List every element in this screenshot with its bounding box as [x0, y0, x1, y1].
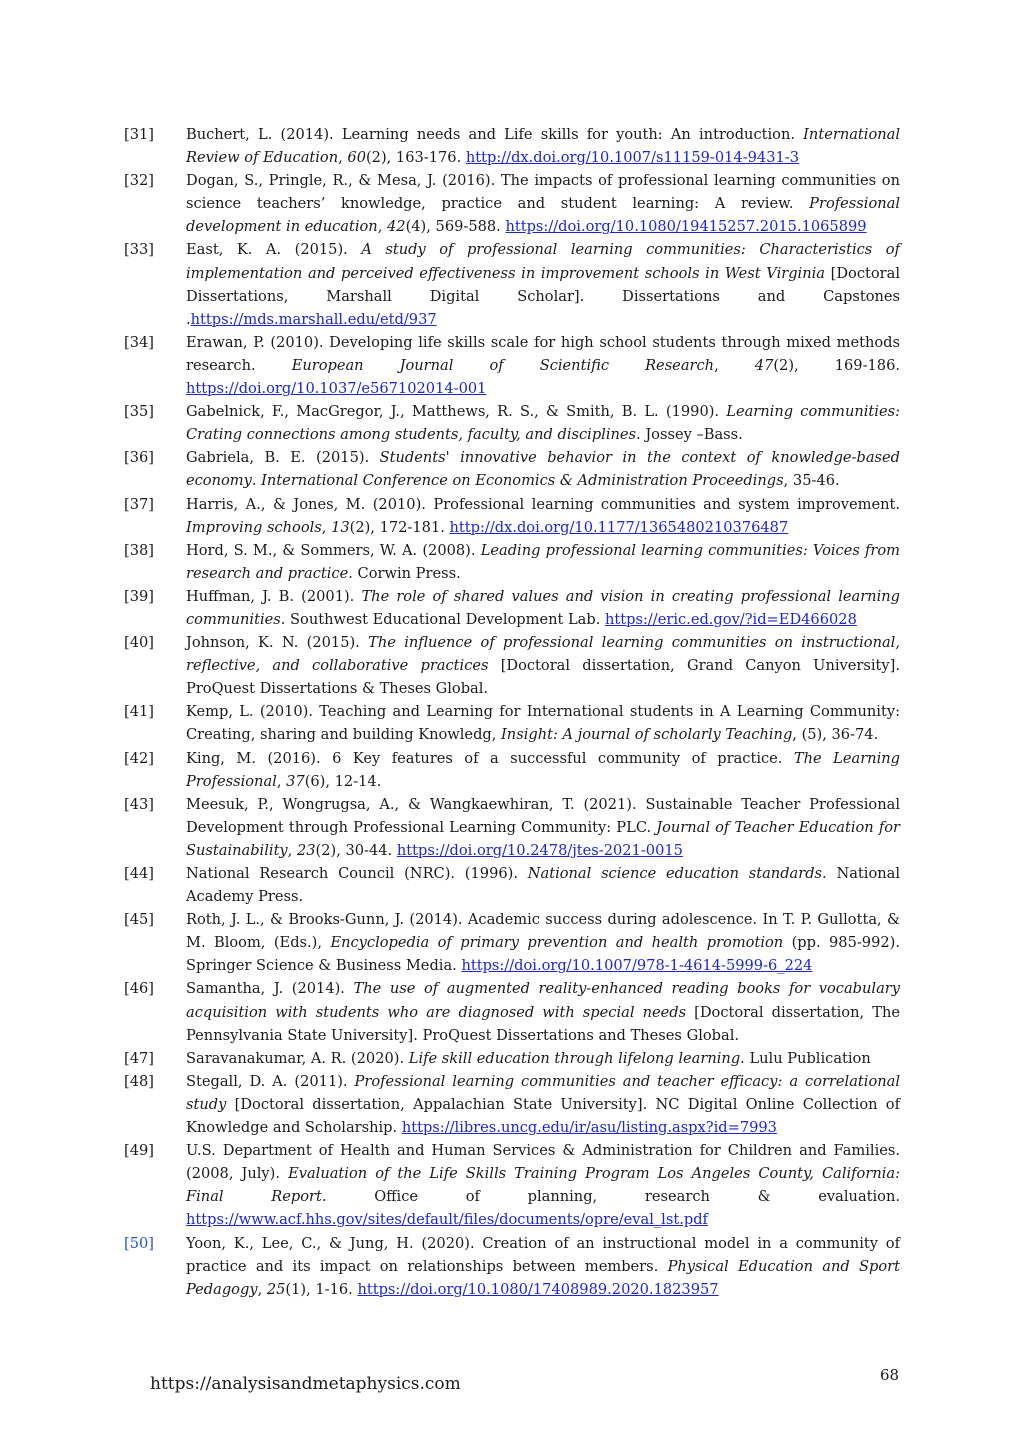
reference-segment: Samantha, J. (2014). [186, 980, 354, 998]
reference-segment: [Doctoral dissertation, Appalachian State University]. NC Digital Online Collection of Knowledge and Scholarship. [186, 1095, 900, 1137]
reference-italic-text: 60 [347, 149, 366, 167]
reference-segment: , 35-46. [783, 472, 840, 490]
reference-entry [124, 977, 900, 1046]
reference-text [186, 1047, 900, 1070]
reference-segment: , [276, 772, 287, 790]
reference-segment: . National Academy Press. [186, 865, 901, 906]
reference-entry [124, 446, 900, 492]
reference-number: [43] [124, 795, 154, 813]
reference-segment: , (5), 36-74. [792, 726, 879, 744]
reference-italic-text: 42 [387, 218, 406, 236]
reference-text [186, 400, 900, 446]
reference-number: [42] [124, 749, 154, 767]
reference-text [186, 793, 900, 862]
reference-italic-text: Life skill education through lifelong learning [408, 1049, 741, 1067]
reference-italic-text: 47 [754, 356, 774, 374]
reference-text [186, 977, 900, 1046]
reference-number: [49] [124, 1142, 154, 1160]
reference-segment: Saravanakumar, A. R. (2020). [186, 1049, 409, 1067]
reference-italic-text: 25 [266, 1280, 286, 1298]
reference-segment: Gabriela, B. E. (2015). [186, 449, 380, 467]
reference-entry [124, 747, 900, 793]
reference-text [186, 1139, 900, 1231]
reference-text [186, 493, 900, 539]
reference-segment: Buchert, L. (2014). Learning needs and Life skills for youth: An introduction. [186, 126, 804, 143]
reference-link[interactable]: https://doi.org/10.2478/jtes-2021-0015 [396, 841, 683, 859]
reference-entry [124, 862, 900, 908]
reference-entry [124, 585, 900, 631]
reference-italic-text: Professional learning communities and teacher efficacy: a correlational study [186, 1072, 901, 1113]
reference-segment: (2), 172-181. [349, 518, 450, 536]
reference-entry [124, 539, 900, 585]
reference-italic-text: National science education standards [527, 865, 823, 882]
reference-segment: [Doctoral dissertation, The Pennsylvania State University]. ProQuest Dissertations and Theses Global. [186, 1003, 900, 1044]
reference-number: [48] [124, 1072, 154, 1090]
reference-link[interactable]: http://dx.doi.org/10.1007/s11159-014-9431-3 [465, 149, 800, 167]
reference-segment: National Research Council (NRC). (1996). [186, 865, 528, 882]
reference-text [186, 169, 900, 238]
reference-entry [124, 331, 900, 400]
reference-link[interactable]: https://doi.org/10.1007/978-1-4614-5999-6_224 [461, 957, 813, 975]
reference-segment: Meesuk, P., Wongrugsa, A., & Wangkaewhiran, T. (2021). Sustainable Teacher Professional Development through Professional Learning Community: PLC. [186, 795, 900, 836]
reference-entry [124, 493, 900, 539]
reference-text [186, 539, 900, 585]
reference-italic-text: A study of professional learning communities: Characteristics of implementation and perceived effectiveness in improvement schools in West Virginia [186, 241, 900, 282]
reference-entry [124, 1047, 900, 1070]
reference-entry [124, 793, 900, 862]
reference-italic-text: Learning communities: Crating connections among students, faculty, and disciplines [186, 403, 900, 444]
reference-segment: Erawan, P. (2010). Developing life skills scale for high school students through mixed methods research. [186, 333, 900, 374]
reference-segment: (2), 163-176. [365, 149, 466, 167]
reference-segment: Harris, A., & Jones, M. (2010). Professional learning communities and system improvement. [186, 495, 900, 513]
reference-italic-text: International Conference on Economics & Administration Proceedings [261, 472, 784, 490]
reference-entry [124, 123, 900, 169]
reference-segment: King, M. (2016). 6 Key features of a successful community of practice. [186, 749, 794, 767]
reference-segment: (6), 12-14. [304, 772, 382, 790]
reference-segment: Kemp, L. (2010). Teaching and Learning for International students in A Learning Community: Creating, sharing and building Knowledg, [186, 703, 900, 744]
reference-segment: (1), 1-16. [285, 1280, 358, 1298]
reference-text [186, 1232, 900, 1301]
reference-segment: Hord, S. M., & Sommers, W. A. (2008). [186, 541, 481, 559]
reference-segment: . Lulu Publication [740, 1049, 871, 1067]
reference-entry [124, 1139, 900, 1231]
reference-entry [124, 169, 900, 238]
reference-link[interactable]: https://doi.org/10.1080/17408989.2020.1823957 [357, 1280, 719, 1298]
footer-site-url[interactable]: https://analysisandmetaphysics.com [150, 1374, 461, 1394]
reference-number: [31] [124, 126, 154, 143]
reference-segment: U.S. Department of Health and Human Services & Administration for Children and Families. (2008, July). [186, 1142, 900, 1183]
reference-italic-text: The use of augmented reality-enhanced reading books for vocabulary acquisition with students who are diagnosed with special needs [186, 980, 900, 1021]
reference-segment: . Office of planning, research & evaluation. [321, 1188, 900, 1206]
reference-number: [32] [124, 172, 154, 190]
reference-segment: [Doctoral dissertation, Grand Canyon University]. ProQuest Dissertations & Theses Global. [186, 657, 900, 698]
reference-italic-text: 13 [331, 518, 350, 536]
reference-segment: (4), 569-588. [405, 218, 506, 236]
reference-link[interactable]: http://dx.doi.org/10.1177/1365480210376487 [449, 518, 789, 536]
reference-segment: [Doctoral Dissertations, Marshall Digital Scholar]. Dissertations and Capstones . [186, 264, 900, 328]
reference-segment: (2), 169-186. [773, 356, 901, 374]
reference-number: [39] [124, 587, 154, 605]
reference-number[interactable]: [50] [124, 1234, 154, 1252]
reference-segment: , [714, 356, 755, 374]
reference-entry [124, 400, 900, 446]
reference-text [186, 747, 900, 793]
reference-italic-text: Insight: A journal of scholarly Teaching [501, 726, 793, 744]
reference-italic-text: International Review of Education [186, 126, 900, 167]
reference-italic-text: European Journal of Scientific Research [291, 356, 715, 374]
reference-number: [35] [124, 403, 154, 421]
reference-segment: . Jossey –Bass. [636, 426, 743, 444]
reference-link[interactable]: https://doi.org/10.1080/19415257.2015.1065899 [505, 218, 867, 236]
reference-number: [40] [124, 634, 154, 652]
reference-text [186, 1070, 900, 1139]
reference-segment: Gabelnick, F., MacGregor, J., Matthews, R. S., & Smith, B. L. (1990). [186, 403, 727, 421]
reference-italic-text: Improving schools [186, 518, 322, 536]
reference-link[interactable]: https://mds.marshall.edu/etd/937 [190, 310, 437, 328]
reference-segment: Dogan, S., Pringle, R., & Mesa, J. (2016). The impacts of professional learning communities on science teachers’ knowledge, practice and student learning: A review. [186, 172, 900, 213]
reference-segment: . [251, 472, 262, 490]
reference-segment: . Corwin Press. [348, 564, 461, 582]
reference-number: [33] [124, 241, 154, 259]
reference-text [186, 862, 900, 908]
reference-italic-text: 23 [296, 841, 316, 859]
reference-italic-text: Encyclopedia of primary prevention and health promotion [330, 934, 784, 952]
reference-list [124, 123, 900, 1301]
reference-segment: , [377, 218, 387, 236]
reference-segment: Johnson, K. N. (2015). [186, 634, 369, 652]
reference-segment: , [257, 1280, 267, 1298]
reference-link[interactable]: https://libres.uncg.edu/ir/asu/listing.aspx?id=7993 [401, 1119, 777, 1137]
reference-text [186, 908, 900, 977]
reference-text [186, 700, 900, 746]
reference-italic-text: Students' innovative behavior in the context of knowledge-based economy [186, 449, 900, 490]
reference-entry [124, 700, 900, 746]
reference-italic-text: The influence of professional learning communities on instructional, reflective, and collaborative practices [186, 634, 900, 675]
reference-text [186, 585, 900, 631]
reference-italic-text: Journal of Teacher Education for Sustainability [186, 818, 900, 859]
reference-italic-text: Professional development in education [186, 195, 900, 236]
reference-text [186, 631, 900, 700]
reference-segment: . Southwest Educational Development Lab. [280, 610, 606, 628]
reference-entry [124, 908, 900, 977]
reference-segment: , [338, 149, 348, 167]
reference-number: [41] [124, 703, 154, 721]
reference-number: [37] [124, 495, 154, 513]
reference-link[interactable]: https://www.acf.hhs.gov/sites/default/files/documents/opre/eval_lst.pdf [186, 1211, 708, 1229]
reference-number: [47] [124, 1049, 154, 1067]
reference-number: [36] [124, 449, 154, 467]
reference-italic-text: The Learning Professional [186, 749, 900, 790]
reference-segment: Huffman, J. B. (2001). [186, 587, 362, 605]
reference-segment: , [321, 518, 332, 536]
reference-entry [124, 1070, 900, 1139]
reference-text [186, 123, 900, 169]
reference-italic-text: Physical Education and Sport Pedagogy [186, 1257, 900, 1298]
reference-segment: Stegall, D. A. (2011). [186, 1072, 355, 1090]
reference-italic-text: Leading professional learning communities: Voices from research and practice [186, 541, 901, 582]
reference-segment: (pp. 985-992). Springer Science & Business Media. [186, 934, 900, 975]
reference-segment: East, K. A. (2015). [186, 241, 362, 259]
reference-entry [124, 238, 900, 330]
reference-number: [45] [124, 911, 154, 929]
reference-number: [44] [124, 865, 154, 882]
reference-italic-text: Evaluation of the Life Skills Training Program Los Angeles County, California: Final Report [186, 1165, 900, 1206]
reference-entry [124, 1232, 900, 1301]
reference-italic-text: 37 [286, 772, 305, 790]
reference-text [186, 331, 900, 400]
reference-segment: , [287, 841, 297, 859]
reference-link[interactable]: https://doi.org/10.1037/e567102014-001 [186, 380, 487, 398]
reference-text [186, 238, 900, 330]
reference-segment: (2), 30-44. [315, 841, 397, 859]
reference-segment: Yoon, K., Lee, C., & Jung, H. (2020). Creation of an instructional model in a community of practice and its impact on relationships between members. [186, 1234, 900, 1275]
reference-number: [34] [124, 333, 154, 351]
reference-text [186, 446, 900, 492]
reference-link[interactable]: https://eric.ed.gov/?id=ED466028 [605, 610, 857, 628]
reference-segment: Roth, J. L., & Brooks-Gunn, J. (2014). Academic success during adolescence. In T. P. Gullotta, & M. Bloom, (Eds.), [186, 911, 900, 952]
reference-number: [38] [124, 541, 154, 559]
reference-number: [46] [124, 980, 154, 998]
page-number: 68 [880, 1366, 900, 1384]
reference-entry [124, 631, 900, 700]
reference-italic-text: The role of shared values and vision in creating professional learning communities [186, 587, 900, 628]
